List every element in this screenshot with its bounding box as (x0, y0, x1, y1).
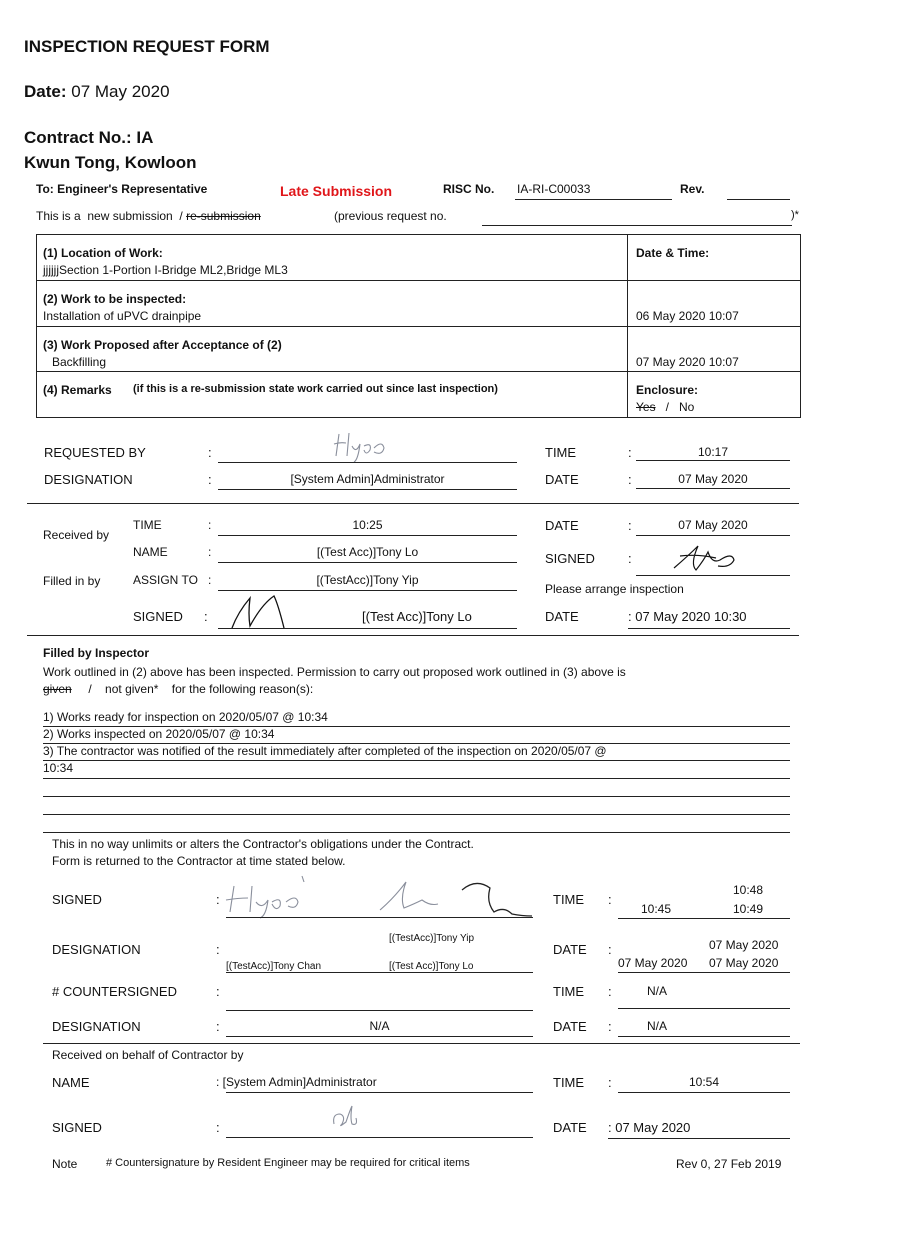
footer-note-text: # Countersignature by Resident Engineer may be required for critical items (106, 1157, 470, 1169)
behalf-signature (330, 1102, 362, 1130)
remarks-note: (if this is a re-submission state work carried out since last inspection) (133, 383, 498, 395)
assign-to-value: [(TestAcc)]Tony Yip (316, 573, 419, 587)
received-name-label: NAME (133, 545, 168, 559)
footer-note-label: Note (52, 1157, 78, 1171)
rev-label: Rev. (680, 182, 705, 196)
return-time-label: TIME (553, 892, 585, 907)
assign-to-label: ASSIGN TO (133, 573, 198, 587)
counter-time-label: TIME (553, 984, 585, 999)
enclosure-label: Enclosure: (636, 383, 699, 397)
return-signed-label: SIGNED (52, 892, 102, 907)
contract-location: Kwun Tong, Kowloon (24, 153, 197, 172)
behalf-time-label: TIME (553, 1075, 585, 1090)
filled-in-by-label: Filled in by (43, 574, 101, 588)
return-designation-label: DESIGNATION (52, 942, 141, 957)
submission-type: This is a new submission / re-submission (36, 209, 261, 223)
location-label: (1) Location of Work: (43, 246, 163, 260)
received-signed2-label: SIGNED (545, 551, 595, 566)
form-title: INSPECTION REQUEST FORM (24, 37, 270, 56)
engineer-signature (668, 538, 740, 574)
return-date-b1: 07 May 2020 (709, 938, 779, 952)
requested-designation-value: [System Admin]Administrator (290, 472, 445, 486)
enclosure-value: Yes / No (636, 400, 695, 414)
reason-1: 1) Works ready for inspection on 2020/05/07 @ 10:34 (43, 710, 328, 724)
return-date2-value: N/A (647, 1019, 668, 1033)
received-time-label: TIME (133, 518, 162, 532)
reason-2: 2) Works inspected on 2020/05/07 @ 10:34 (43, 727, 275, 741)
to-engineer: To: Engineer's Representative (36, 182, 208, 196)
received-name-value: [(Test Acc)]Tony Lo (316, 545, 419, 559)
datetime-label: Date & Time: (636, 246, 710, 260)
behalf-title: Received on behalf of Contractor by (52, 1048, 244, 1062)
behalf-name-value: : [System Admin]Administrator (216, 1075, 377, 1089)
location-value: jjjjjjSection 1-Portion I-Bridge ML2,Bridge ML3 (43, 263, 288, 277)
work-proposed-date: 07 May 2020 10:07 (636, 355, 739, 369)
inspector-text: Work outlined in (2) above has been inspected. Permission to carry out proposed work outlined in (3) above is (43, 665, 626, 679)
risc-label: RISC No. (443, 182, 495, 196)
behalf-time-value: 10:54 (688, 1075, 720, 1089)
behalf-signed-label: SIGNED (52, 1120, 102, 1135)
return-designation2-label: DESIGNATION (52, 1019, 141, 1034)
return-date-label: DATE (553, 942, 587, 957)
work-proposed-label: (3) Work Proposed after Acceptance of (2) (43, 338, 282, 352)
return-time-b1: 10:48 (733, 883, 764, 897)
counter-time-value: N/A (647, 984, 668, 998)
requested-time-value: 10:17 (697, 445, 729, 459)
received-signature (228, 592, 298, 632)
requested-date-label: DATE (545, 472, 579, 487)
inspector-given: given / not given* for the following reason(s): (43, 682, 314, 696)
late-submission-badge: Late Submission (280, 183, 393, 199)
return-designation2-value: N/A (369, 1019, 390, 1033)
received-date-label: DATE (545, 518, 579, 533)
received-signed-value: [(Test Acc)]Tony Lo (362, 609, 472, 624)
received-by-label: Received by (43, 528, 110, 542)
inspector-title: Filled by Inspector (43, 646, 150, 660)
return-note-2: Form is returned to the Contractor at time stated below. (52, 854, 346, 868)
return-date2-label: DATE (553, 1019, 587, 1034)
work-inspected-label: (2) Work to be inspected: (43, 292, 187, 306)
received-date2-label: DATE (545, 609, 579, 624)
work-inspected-value: Installation of uPVC drainpipe (43, 309, 202, 323)
designation-yip: [(TestAcc)]Tony Yip (389, 933, 475, 944)
behalf-name-label: NAME (52, 1075, 90, 1090)
requester-signature (330, 428, 390, 462)
footer-revision: Rev 0, 27 Feb 2019 (676, 1157, 782, 1171)
behalf-date-label: DATE (553, 1120, 587, 1135)
designation-chan: [(TestAcc)]Tony Chan (226, 961, 322, 972)
work-inspected-date: 06 May 2020 10:07 (636, 309, 739, 323)
return-time-a: 10:45 (641, 902, 672, 916)
contract-number: Contract No.: IA (24, 128, 154, 147)
return-date-b2: 07 May 2020 (709, 956, 779, 970)
return-time-b2: 10:49 (733, 902, 764, 916)
arrange-inspection-text: Please arrange inspection (545, 582, 684, 596)
work-proposed-value: Backfilling (52, 355, 107, 369)
received-date2-value: : 07 May 2020 10:30 (628, 609, 747, 624)
received-time-value: 10:25 (352, 518, 383, 532)
reason-3-cont: 10:34 (43, 761, 74, 775)
requested-date-value: 07 May 2020 (678, 472, 748, 486)
requested-by-label: REQUESTED BY (44, 445, 146, 460)
countersigned-label: # COUNTERSIGNED (52, 984, 177, 999)
behalf-date-value: : 07 May 2020 (608, 1120, 691, 1135)
designation-lo: [(Test Acc)]Tony Lo (389, 961, 474, 972)
return-note-1: This in no way unlimits or alters the Contractor's obligations under the Contract. (52, 837, 474, 851)
requested-designation-label: DESIGNATION (44, 472, 133, 487)
form-date: Date: 07 May 2020 (24, 82, 170, 101)
previous-request-label: (previous request no. (334, 209, 447, 223)
remarks-label: (4) Remarks (43, 383, 112, 397)
return-signatures (224, 872, 544, 920)
reason-3: 3) The contractor was notified of the result immediately after completed of the inspection on 2020/05/07 @ (43, 744, 607, 758)
received-date-value: 07 May 2020 (678, 518, 748, 532)
received-signed-label: SIGNED (133, 609, 183, 624)
risc-value: IA-RI-C00033 (517, 182, 591, 196)
return-date-a: 07 May 2020 (618, 956, 688, 970)
requested-time-label: TIME (545, 445, 577, 460)
